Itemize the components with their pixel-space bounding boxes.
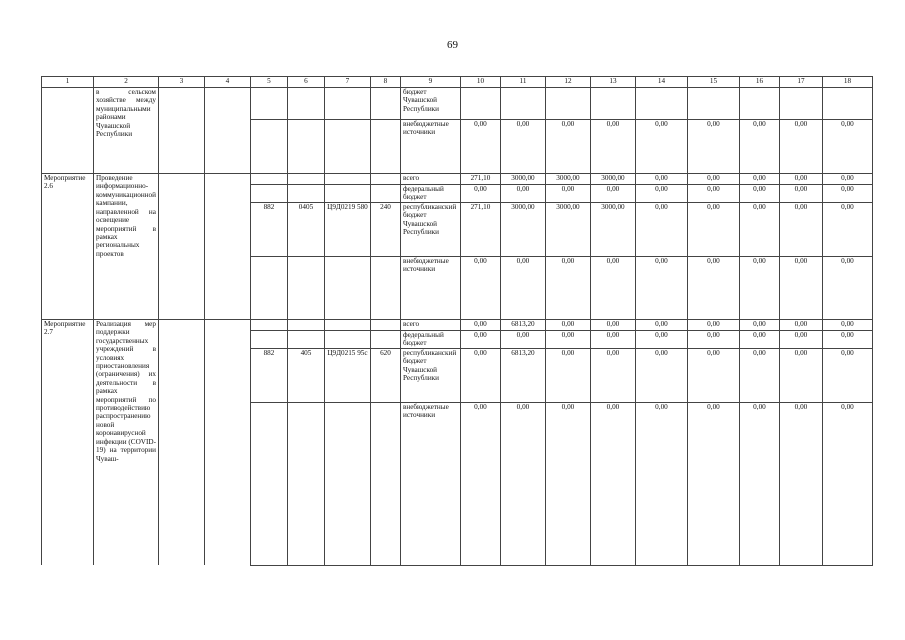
amount-cell: 0,00 [739,256,779,319]
code-csr [324,88,370,120]
page-number: 69 [447,39,458,51]
activity-name: в сельском хозяйстве между муниципальными районами Чувашской Республики [94,88,159,174]
code-csr [324,185,370,203]
amount-cell: 0,00 [687,348,739,402]
amount-cell: 0,00 [739,120,779,174]
amount-cell: 3000,00 [590,202,635,256]
code-vr [370,319,400,330]
amount-cell: 0,00 [822,174,872,185]
amount-cell: 0,00 [500,256,545,319]
code-grbs [250,120,287,174]
funding-source: внебюджетные источники [400,402,460,565]
header-cell: 9 [400,77,460,88]
amount-cell: 0,00 [635,202,687,256]
code-rzpr [287,185,324,203]
amount-cell: 0,00 [635,330,687,348]
code-grbs [250,402,287,565]
amount-cell: 0,00 [545,330,590,348]
amount-cell: 6813,20 [500,348,545,402]
amount-cell: 0,00 [779,330,822,348]
amount-cell: 6813,20 [500,319,545,330]
empty-cell-col3 [158,174,204,320]
code-vr [370,174,400,185]
code-csr [324,174,370,185]
header-cell: 8 [370,77,400,88]
amount-cell: 0,00 [500,120,545,174]
code-vr: 620 [370,348,400,402]
amount-cell: 0,00 [545,319,590,330]
header-row [42,77,873,88]
code-grbs: 882 [250,348,287,402]
empty-cell-col4 [204,319,250,565]
header-cell: 11 [500,77,545,88]
amount-cell [822,88,872,120]
header-cell: 5 [250,77,287,88]
amount-cell: 0,00 [500,402,545,565]
amount-cell: 0,00 [739,319,779,330]
amount-cell: 0,00 [739,185,779,203]
empty-cell-col4 [204,174,250,320]
amount-cell: 0,00 [687,120,739,174]
amount-cell: 0,00 [590,348,635,402]
funding-source: всего [400,319,460,330]
header-cell: 12 [545,77,590,88]
amount-cell [460,88,500,120]
amount-cell: 0,00 [545,185,590,203]
funding-source: всего [400,174,460,185]
code-grbs: 882 [250,202,287,256]
header-cell: 3 [158,77,204,88]
amount-cell: 271,10 [460,174,500,185]
amount-cell: 0,00 [460,402,500,565]
amount-cell: 0,00 [822,120,872,174]
funding-source: внебюджетные источники [400,120,460,174]
code-csr [324,330,370,348]
code-csr [324,402,370,565]
amount-cell: 0,00 [635,319,687,330]
amount-cell: 0,00 [779,402,822,565]
amount-cell: 0,00 [739,402,779,565]
amount-cell: 271,10 [460,202,500,256]
funding-source: республиканский бюджет Чувашской Республики [400,202,460,256]
header-cell: 18 [822,77,872,88]
amount-cell: 0,00 [590,330,635,348]
header-cell: 13 [590,77,635,88]
code-grbs [250,330,287,348]
amount-cell: 0,00 [739,330,779,348]
table-body [42,77,873,566]
empty-cell-col3 [158,88,204,174]
header-cell: 16 [739,77,779,88]
code-rzpr [287,330,324,348]
table-row [42,88,873,120]
code-rzpr [287,319,324,330]
code-vr [370,88,400,120]
amount-cell: 0,00 [822,330,872,348]
amount-cell: 0,00 [687,402,739,565]
code-grbs [250,319,287,330]
activity-label: Мероприятие 2.6 [42,174,94,320]
header-cell: 14 [635,77,687,88]
amount-cell: 0,00 [687,185,739,203]
amount-cell [687,88,739,120]
amount-cell [635,88,687,120]
amount-cell: 0,00 [635,174,687,185]
amount-cell: 0,00 [822,348,872,402]
header-cell: 2 [94,77,159,88]
amount-cell: 3000,00 [500,174,545,185]
amount-cell: 0,00 [460,120,500,174]
amount-cell: 0,00 [545,256,590,319]
amount-cell: 0,00 [687,256,739,319]
amount-cell: 0,00 [687,330,739,348]
amount-cell: 0,00 [635,256,687,319]
code-grbs [250,88,287,120]
header-cell: 6 [287,77,324,88]
code-csr: Ц9Д0219 580 [324,202,370,256]
code-vr [370,402,400,565]
funding-source: федеральный бюджет [400,185,460,203]
amount-cell [779,88,822,120]
amount-cell: 0,00 [590,402,635,565]
funding-source: внебюджетные источники [400,256,460,319]
code-csr [324,319,370,330]
code-vr [370,120,400,174]
header-cell: 7 [324,77,370,88]
code-vr: 240 [370,202,400,256]
header-cell: 15 [687,77,739,88]
amount-cell: 0,00 [460,256,500,319]
amount-cell: 0,00 [460,319,500,330]
activity-name: Проведение информационно-коммуникационной кампании, направленной на освещение мероприятий в рамках региональных проектов [94,174,159,320]
amount-cell [500,88,545,120]
amount-cell: 0,00 [739,202,779,256]
amount-cell: 0,00 [460,348,500,402]
amount-cell: 0,00 [545,402,590,565]
code-csr: Ц9Д0215 95с [324,348,370,402]
header-cell: 1 [42,77,94,88]
amount-cell: 0,00 [460,185,500,203]
table-row [42,174,873,185]
amount-cell: 0,00 [545,120,590,174]
amount-cell: 0,00 [687,319,739,330]
amount-cell: 0,00 [822,202,872,256]
amount-cell: 0,00 [590,120,635,174]
amount-cell: 3000,00 [545,174,590,185]
amount-cell: 0,00 [779,174,822,185]
amount-cell: 0,00 [779,120,822,174]
amount-cell: 0,00 [635,120,687,174]
amount-cell [739,88,779,120]
amount-cell: 0,00 [590,185,635,203]
amount-cell: 3000,00 [500,202,545,256]
amount-cell: 0,00 [687,174,739,185]
amount-cell: 0,00 [500,330,545,348]
amount-cell: 0,00 [779,185,822,203]
header-cell: 4 [204,77,250,88]
amount-cell: 0,00 [500,185,545,203]
amount-cell: 0,00 [590,319,635,330]
code-rzpr: 0405 [287,202,324,256]
code-vr [370,185,400,203]
amount-cell: 0,00 [687,202,739,256]
amount-cell: 0,00 [635,185,687,203]
code-rzpr [287,174,324,185]
amount-cell: 0,00 [739,348,779,402]
activity-label: Мероприятие 2.7 [42,319,94,565]
amount-cell: 0,00 [590,256,635,319]
amount-cell: 0,00 [779,348,822,402]
amount-cell: 0,00 [635,402,687,565]
amount-cell [545,88,590,120]
code-vr [370,256,400,319]
amount-cell: 0,00 [822,256,872,319]
amount-cell: 3000,00 [545,202,590,256]
amount-cell: 0,00 [779,319,822,330]
funding-source: федеральный бюджет [400,330,460,348]
code-rzpr [287,402,324,565]
code-rzpr [287,256,324,319]
amount-cell: 0,00 [779,202,822,256]
budget-table [41,76,873,566]
activity-name: Реализация мер поддержки государственных учреждений в условиях приостановления (ограничения) их деятельности в рамках мероприятий по противодействию распространению новой коронавирусной инфекции (COVID-19) на территории Чуваш- [94,319,159,565]
amount-cell: 0,00 [635,348,687,402]
amount-cell: 0,00 [822,319,872,330]
amount-cell: 0,00 [545,348,590,402]
code-vr [370,330,400,348]
amount-cell: 0,00 [779,256,822,319]
funding-source: бюджет Чувашской Республики [400,88,460,120]
code-grbs [250,256,287,319]
header-cell: 17 [779,77,822,88]
empty-cell-col3 [158,319,204,565]
header-cell: 10 [460,77,500,88]
funding-source: республиканский бюджет Чувашской Республики [400,348,460,402]
table-row [42,319,873,330]
amount-cell: 0,00 [822,185,872,203]
activity-label [42,88,94,174]
code-grbs [250,174,287,185]
code-rzpr [287,88,324,120]
amount-cell: 0,00 [822,402,872,565]
code-rzpr [287,120,324,174]
code-csr [324,256,370,319]
code-csr [324,120,370,174]
code-grbs [250,185,287,203]
amount-cell: 0,00 [460,330,500,348]
empty-cell-col4 [204,88,250,174]
amount-cell: 3000,00 [590,174,635,185]
code-rzpr: 405 [287,348,324,402]
amount-cell: 0,00 [739,174,779,185]
amount-cell [590,88,635,120]
